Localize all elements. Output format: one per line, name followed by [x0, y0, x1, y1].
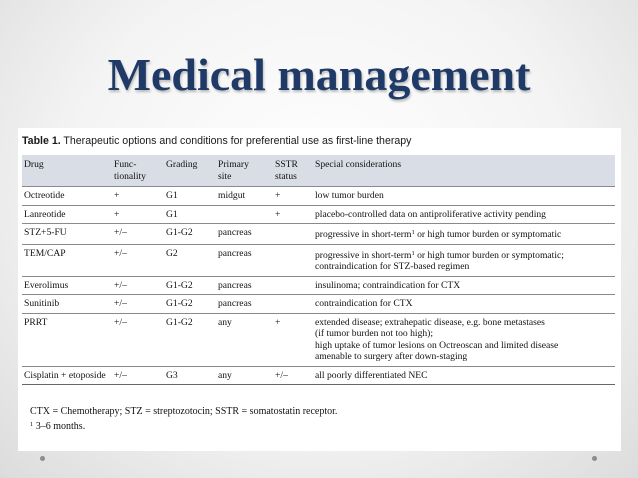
cell-grading: G1-G2	[164, 313, 216, 366]
table-header-row	[22, 155, 615, 187]
cell-primary-site: midgut	[216, 187, 273, 206]
cell-primary-site: pancreas	[216, 295, 273, 314]
cell-special-considerations: all poorly differentiated NEC	[313, 366, 615, 385]
header-functionality: Func- tionality	[112, 155, 164, 187]
slide-title: Medical management	[107, 49, 531, 100]
cell-drug: Sunitinib	[22, 295, 112, 314]
cell-drug: Everolimus	[22, 276, 112, 295]
cell-grading: G2	[164, 244, 216, 276]
cell-sstr-status	[273, 244, 313, 276]
cell-drug: TEM/CAP	[22, 244, 112, 276]
cell-primary-site	[216, 205, 273, 224]
cell-special-considerations: progressive in short-term$^1$ or high tumor burden or symptomatic	[313, 224, 615, 245]
header-drug: Drug	[22, 155, 112, 187]
table-row	[22, 295, 615, 314]
cell-primary-site: pancreas	[216, 276, 273, 295]
cell-sstr-status: +	[273, 313, 313, 366]
header-grading: Grading	[164, 155, 216, 187]
table-caption-label: Table 1.	[22, 135, 61, 147]
cell-sstr-status: +	[273, 187, 313, 206]
table-caption	[22, 135, 411, 147]
cell-drug: Lanreotide	[22, 205, 112, 224]
table-panel	[18, 128, 621, 451]
cell-sstr-status	[273, 295, 313, 314]
cell-sstr-status: +/–	[273, 366, 313, 385]
cell-functionality: +/–	[112, 244, 164, 276]
header-primary-site: Primary site	[216, 155, 273, 187]
footnote-abbreviations: CTX = Chemotherapy; STZ = streptozotocin; SSTR = somatostatin receptor.	[30, 406, 338, 417]
cell-special-considerations: low tumor burden	[313, 187, 615, 206]
cell-drug: PRRT	[22, 313, 112, 366]
slide-bullet-left	[40, 456, 45, 461]
therapy-table	[22, 155, 615, 385]
table-caption-text: Therapeutic options and conditions for preferential use as first-line therapy	[60, 135, 412, 147]
cell-grading: G1	[164, 205, 216, 224]
table-row	[22, 313, 615, 366]
footnote-superscript-1: $^1$ 3–6 months.	[30, 420, 86, 432]
header-special-considerations: Special considerations	[313, 155, 615, 187]
table-row	[22, 244, 615, 276]
cell-grading: G1-G2	[164, 295, 216, 314]
cell-primary-site: pancreas	[216, 244, 273, 276]
table-row	[22, 205, 615, 224]
cell-functionality: +/–	[112, 295, 164, 314]
cell-special-considerations: placebo-controlled data on antiproliferative activity pending	[313, 205, 615, 224]
header-sstr-status: SSTR status	[273, 155, 313, 187]
cell-special-considerations: contraindication for CTX	[313, 295, 615, 314]
cell-primary-site: any	[216, 313, 273, 366]
cell-sstr-status: +	[273, 205, 313, 224]
cell-functionality: +	[112, 205, 164, 224]
table-row	[22, 276, 615, 295]
cell-sstr-status	[273, 224, 313, 245]
cell-drug: Cisplatin + etoposide	[22, 366, 112, 385]
cell-special-considerations: extended disease; extrahepatic disease, e.g. bone metastases (if tumor burden not too high); high uptake of tumor lesions on Octreoscan and limited disease amenable to surgery after down-staging	[313, 313, 615, 366]
cell-functionality: +/–	[112, 366, 164, 385]
cell-primary-site: pancreas	[216, 224, 273, 245]
cell-primary-site: any	[216, 366, 273, 385]
slide-bullet-right	[592, 456, 597, 461]
cell-grading: G3	[164, 366, 216, 385]
cell-special-considerations: progressive in short-term$^1$ or high tumor burden or symptomatic; contraindication for STZ-based regimen	[313, 244, 615, 276]
cell-grading: G1	[164, 187, 216, 206]
cell-sstr-status	[273, 276, 313, 295]
cell-grading: G1-G2	[164, 276, 216, 295]
table-footnotes	[30, 406, 337, 433]
cell-functionality: +/–	[112, 276, 164, 295]
cell-drug: STZ+5-FU	[22, 224, 112, 245]
table-body	[22, 187, 615, 385]
cell-functionality: +/–	[112, 313, 164, 366]
cell-functionality: +	[112, 187, 164, 206]
cell-drug: Octreotide	[22, 187, 112, 206]
cell-special-considerations: insulinoma; contraindication for CTX	[313, 276, 615, 295]
table-row	[22, 224, 615, 245]
cell-functionality: +/–	[112, 224, 164, 245]
table-row	[22, 187, 615, 206]
table-row	[22, 366, 615, 385]
cell-grading: G1-G2	[164, 224, 216, 245]
